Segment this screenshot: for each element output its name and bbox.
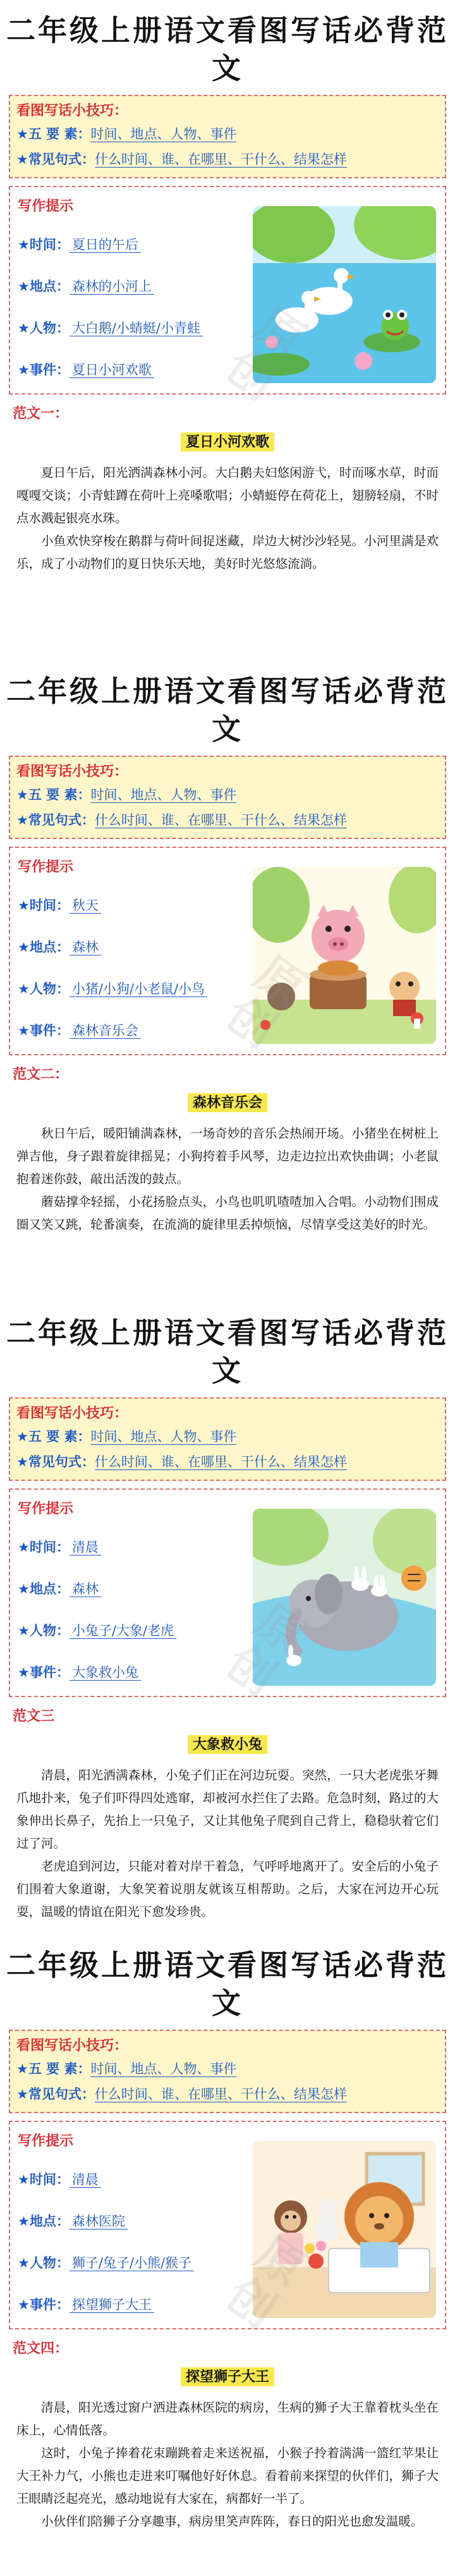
- essay-paragraph: 老虎追到河边，只能对着对岸干着急，气呼呼地离开了。安全后的小兔子们围着大象道谢，大象笑着说朋友就该互相帮助。之后，大家在河边开心玩耍，温暖的情谊在阳光下愈发珍贵。: [16, 1859, 439, 1919]
- prompt-event-label: 事件：: [29, 1664, 70, 1680]
- prompt-people-label: 人物：: [29, 320, 70, 336]
- prompt-place-value: 森林: [70, 1581, 101, 1597]
- tips-head: 看图写话小技巧：: [16, 2037, 128, 2054]
- essay-label: 范文四：: [13, 2340, 69, 2357]
- prompt-place-label: 地点：: [29, 1581, 70, 1597]
- essay-paragraph: 蘑菇撑伞轻摇，小花扬脸点头，小鸟也叽叽喳喳加入合唱。小动物们围成圈又笑又跳，轮番演奏，在流淌的旋律里丢掉烦恼，尽情享受这美好的时光。: [16, 1194, 439, 1232]
- prompt-people-value: 大白鹅/小蜻蜓/小青蛙: [70, 321, 203, 336]
- watermark: 原创: [216, 1635, 286, 1707]
- essay-paragraph: 小鱼欢快穿梭在鹅群与荷叶间捉迷藏，岸边大树沙沙轻晃。小河里满是欢乐，成了小动物们的夏日快乐天地，美好时光悠悠流淌。: [16, 534, 439, 571]
- tips-head: 看图写话小技巧：: [16, 102, 128, 119]
- tips-sentence-value: 什么时间、谁、在哪里、干什么、结果怎样: [94, 152, 347, 167]
- tips-sentence-value: 什么时间、谁、在哪里、干什么、结果怎样: [94, 813, 347, 828]
- tips-sentence-row: [16, 807, 439, 833]
- essay-body: [0, 1758, 455, 1923]
- prompt-place-label: 地点：: [29, 939, 70, 955]
- star-icon: ★: [18, 362, 30, 377]
- section-4: [0, 1935, 455, 2533]
- essay-paragraph: 清晨，阳光透过窗户洒进森林医院的病房，生病的狮子大王靠着枕头坐在床上，心情低落。: [16, 2400, 439, 2438]
- star-icon: ★: [18, 2172, 30, 2187]
- illustration-geese-pond: [253, 206, 436, 383]
- writing-prompt-head: 写作提示: [18, 859, 74, 875]
- star-icon: ★: [18, 1023, 30, 1038]
- tips-elements-value: 时间、地点、人物、事件: [90, 1429, 237, 1444]
- essay-title: [0, 1733, 455, 1758]
- prompt-time-label: 时间：: [29, 1539, 70, 1555]
- prompt-event-value: 探望狮子大王: [70, 2297, 154, 2313]
- star-icon: ★: [18, 237, 30, 252]
- star-icon: ★: [16, 1454, 28, 1469]
- star-icon: ★: [18, 940, 30, 955]
- prompt-event-label: 事件：: [29, 1022, 70, 1038]
- essay-title-text: 森林音乐会: [188, 1093, 267, 1112]
- page-title: 二年级上册语文看图写话必背范文: [6, 1316, 449, 1388]
- tips-elements-label: 五 要 素：: [28, 2061, 91, 2076]
- tips-elements-row: [16, 121, 439, 147]
- essay-body: [0, 1116, 455, 1236]
- prompt-people-label: 人物：: [29, 1622, 70, 1638]
- star-icon: ★: [18, 1540, 30, 1555]
- prompt-time-value: 夏日的午后: [70, 237, 141, 253]
- tips-elements-value: 时间、地点、人物、事件: [90, 2061, 237, 2076]
- tips-sentence-label: 常见句式：: [28, 1454, 95, 1469]
- tips-sentence-row: [16, 2082, 439, 2107]
- star-icon: ★: [16, 813, 28, 828]
- essay-label: 范文二：: [13, 1066, 69, 1083]
- prompt-people-label: 人物：: [29, 2255, 70, 2271]
- essay-body: [0, 2390, 455, 2533]
- writing-prompt-box: [9, 186, 446, 395]
- tips-elements-label: 五 要 素：: [28, 787, 91, 802]
- prompt-time-label: 时间：: [29, 2171, 70, 2187]
- prompt-time-label: 时间：: [29, 236, 70, 252]
- essay-paragraph: 小伙伴们陪狮子分享趣事，病房里笑声阵阵，春日的阳光也愈发温暖。: [41, 2514, 423, 2529]
- page-title: 二年级上册语文看图写话必背范文: [6, 674, 449, 746]
- star-icon: ★: [18, 2297, 30, 2312]
- essay-label: 范文一：: [13, 405, 69, 422]
- page-title: 二年级上册语文看图写话必背范文: [6, 1948, 449, 2020]
- star-icon: ★: [18, 2255, 30, 2271]
- essay-paragraph: 秋日午后，暖阳铺满森林，一场奇妙的音乐会热闹开场。小猪坐在树桩上弹吉他，身子跟着旋律摇晃；小狗挎着手风琴，边走边拉出欢快曲调；小老鼠抱着迷你鼓，敲出活泼的鼓点。: [16, 1126, 439, 1186]
- tips-elements-row: [16, 782, 439, 807]
- star-icon: ★: [16, 152, 28, 167]
- tips-sentence-row: [16, 1449, 439, 1475]
- prompt-event-value: 夏日小河欢歌: [70, 362, 154, 378]
- prompt-event-label: 事件：: [29, 362, 70, 377]
- essay-title-text: 大象救小兔: [188, 1735, 267, 1754]
- watermark: 原创: [216, 339, 286, 411]
- prompt-place-label: 地点：: [29, 278, 70, 294]
- star-icon: ★: [18, 2214, 30, 2229]
- prompt-event-value: 大象救小兔: [70, 1665, 141, 1681]
- prompt-people-value: 狮子/兔子/小熊/猴子: [70, 2255, 194, 2271]
- prompt-people-value: 小兔子/大象/老虎: [70, 1623, 176, 1639]
- star-icon: ★: [18, 981, 30, 997]
- essay-paragraph: 清晨，阳光洒满森林，小兔子们正在河边玩耍。突然，一只大老虎张牙舞爪地扑来，兔子们吓得四处逃窜，却被河水拦住了去路。危急时刻，路过的大象伸出长鼻子，先抬上一只兔子，又让其他兔子爬到自己背上，稳稳驮着它们过了河。: [16, 1768, 439, 1851]
- star-icon: ★: [18, 1623, 30, 1638]
- prompt-time-value: 秋天: [70, 898, 101, 914]
- essay-body: [0, 455, 455, 575]
- tips-sentence-row: [16, 147, 439, 172]
- section-1: [0, 0, 455, 575]
- prompt-place-value: 森林的小河上: [70, 279, 154, 295]
- star-icon: ★: [18, 279, 30, 294]
- tips-elements-label: 五 要 素：: [28, 126, 91, 142]
- essay-paragraph: 夏日午后，阳光洒满森林小河。大白鹅夫妇悠闲游弋，时而啄水草，时而嘎嘎交谈；小青蛙蹲在荷叶上亮嗓歌唱；小蜻蜓停在荷花上，翅膀轻扇，不时点水溅起银亮水珠。: [16, 465, 439, 525]
- watermark: 原创: [216, 987, 286, 1059]
- tips-elements-row: [16, 2056, 439, 2082]
- tips-box: [9, 95, 446, 178]
- tips-sentence-value: 什么时间、谁、在哪里、干什么、结果怎样: [94, 2087, 347, 2102]
- prompt-event-label: 事件：: [29, 2297, 70, 2312]
- essay-title-text: 夏日小河欢歌: [181, 432, 274, 451]
- section-2: [0, 661, 455, 1236]
- essay-title: [0, 430, 455, 455]
- watermark: 原创: [216, 2267, 286, 2340]
- section-3: [0, 1303, 455, 1923]
- star-icon: ★: [18, 898, 30, 913]
- tips-elements-value: 时间、地点、人物、事件: [90, 126, 237, 142]
- essay-label: 范文三: [13, 1708, 55, 1724]
- star-icon: ★: [18, 1665, 30, 1680]
- prompt-time-value: 清晨: [70, 2172, 101, 2188]
- prompt-event-value: 森林音乐会: [70, 1023, 141, 1039]
- prompt-place-value: 森林医院: [70, 2214, 128, 2229]
- illustration-elephant-river: [253, 1509, 436, 1686]
- writing-prompt-box: [9, 2121, 446, 2329]
- star-icon: ★: [16, 1429, 28, 1444]
- tips-head: 看图写话小技巧：: [16, 763, 128, 780]
- tips-sentence-value: 什么时间、谁、在哪里、干什么、结果怎样: [94, 1454, 347, 1469]
- prompt-time-label: 时间：: [29, 897, 70, 913]
- essay-title: [0, 1091, 455, 1116]
- prompt-people-label: 人物：: [29, 981, 70, 997]
- writing-prompt-box: [9, 847, 446, 1055]
- star-icon: ★: [16, 787, 28, 802]
- prompt-place-value: 森林: [70, 940, 101, 955]
- star-icon: ★: [16, 2061, 28, 2076]
- essay-title-text: 探望狮子大王: [181, 2367, 274, 2386]
- tips-box: [9, 2030, 446, 2113]
- star-icon: ★: [18, 1581, 30, 1597]
- writing-prompt-head: 写作提示: [18, 198, 74, 214]
- illustration-forest-concert: [253, 867, 436, 1044]
- prompt-people-value: 小猪/小狗/小老鼠/小鸟: [70, 981, 207, 997]
- tips-elements-row: [16, 1424, 439, 1449]
- tips-elements-value: 时间、地点、人物、事件: [90, 787, 237, 802]
- essay-title: [0, 2365, 455, 2390]
- essay-paragraph: 这时，小兔子捧着花束蹦跳着走来送祝福，小猴子拎着满满一篮红苹果让大王补力气，小熊也走进来叮嘱他好好休息。看着前来探望的伙伴们，狮子大王眼睛泛起亮光，感动地说有大家在，病都好一半了。: [16, 2446, 439, 2506]
- star-icon: ★: [18, 321, 30, 336]
- prompt-place-label: 地点：: [29, 2213, 70, 2229]
- tips-elements-label: 五 要 素：: [28, 1428, 91, 1444]
- writing-prompt-head: 写作提示: [18, 2133, 74, 2149]
- tips-sentence-label: 常见句式：: [28, 812, 95, 828]
- tips-head: 看图写话小技巧：: [16, 1405, 128, 1421]
- illustration-lion-hospital: [253, 2141, 436, 2318]
- star-icon: ★: [16, 2087, 28, 2102]
- writing-prompt-head: 写作提示: [18, 1500, 74, 1517]
- star-icon: ★: [16, 126, 28, 142]
- prompt-time-value: 清晨: [70, 1540, 101, 1555]
- tips-sentence-label: 常见句式：: [28, 2086, 95, 2102]
- tips-box: [9, 756, 446, 839]
- writing-prompt-box: [9, 1488, 446, 1697]
- page-title: 二年级上册语文看图写话必背范文: [6, 13, 449, 85]
- tips-sentence-label: 常见句式：: [28, 151, 95, 167]
- tips-box: [9, 1397, 446, 1481]
